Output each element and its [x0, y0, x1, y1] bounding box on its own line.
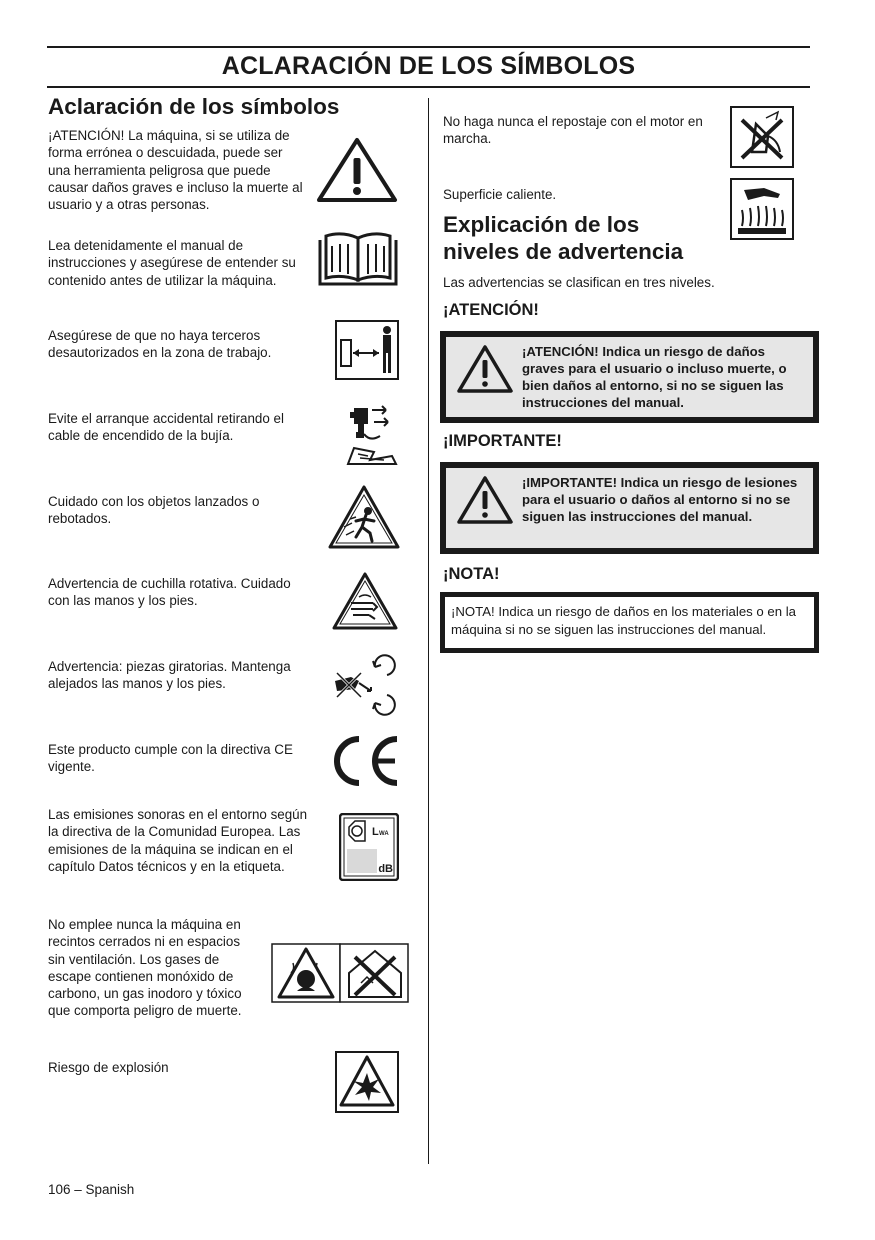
warning-box: [440, 331, 819, 423]
symbol-text-ce: Este producto cumple con la directiva CE vigente.: [48, 742, 293, 775]
symbol-text-distance: Asegúrese de que no haya terceros desautorizados en la zona de trabajo.: [48, 328, 272, 361]
rotating-blade-icon: [331, 571, 399, 631]
symbol-text-exhaust: No emplee nunca la máquina en recintos cerrados ni en espacios sin ventilación. Los gases de escape contienen monóxido de carbono, un gas inodoro y tóxico que comporta peligro de muerte.: [48, 917, 242, 1019]
thrown-objects-icon: [326, 483, 402, 551]
symbol-text-warning: ¡ATENCIÓN! La máquina, si se utiliza de forma errónea o descuidada, puede ser una herramienta peligrosa que puede causar daños graves e incluso la muerte al usuario y a otras personas.: [48, 128, 303, 213]
column-divider: [428, 98, 429, 1164]
symbol-text-explosion: Riesgo de explosión: [48, 1060, 169, 1075]
no-refuel-running-icon: [730, 106, 794, 168]
important-box: [440, 462, 819, 554]
ce-mark-icon: [327, 733, 401, 789]
page-footer: 106 – Spanish: [48, 1182, 135, 1197]
rotating-parts-icon: [331, 651, 399, 719]
spark-plug-icon: [340, 402, 402, 470]
warning-box-text: ¡ATENCIÓN! Indica un riesgo de daños graves para el usuario o incluso muerte, o bien daños al entorno, si no se siguen las instrucciones del manual.: [522, 344, 787, 410]
symbol-text-hot-surface: Superficie caliente.: [443, 187, 557, 202]
explosion-icon: [335, 1051, 399, 1113]
warning-triangle-icon: [315, 136, 399, 204]
symbol-text-refuel: No haga nunca el repostaje con el motor en marcha.: [443, 114, 703, 147]
svg-text:WA: WA: [379, 831, 389, 837]
svg-text:L: L: [372, 826, 379, 838]
symbol-text-noise: Las emisiones sonoras en el entorno según la directiva de la Comunidad Europea. Las emisiones de la máquina se indican en el capítulo Datos técnicos y en la etiqueta.: [48, 807, 308, 874]
warning-title: ¡ATENCIÓN!: [443, 301, 539, 319]
title-underline: [47, 86, 810, 88]
symbol-text-thrown-objects: Cuidado con los objetos lanzados o rebotados.: [48, 494, 260, 527]
page-title: ACLARACIÓN DE LOS SÍMBOLOS: [221, 52, 636, 80]
hot-surface-icon: [730, 178, 794, 240]
important-box-triangle-icon: [456, 474, 514, 531]
exhaust-gas-icon: [271, 943, 409, 1003]
important-box-text: ¡IMPORTANTE! Indica un riesgo de lesiones para el usuario o daños al entorno si no se siguen las instrucciones del manual.: [522, 475, 798, 524]
warning-box-triangle-icon: [456, 343, 514, 400]
important-title: ¡IMPORTANTE!: [443, 432, 562, 450]
warning-levels-intro: Las advertencias se clasifican en tres niveles.: [443, 275, 715, 290]
warning-levels-heading: Explicación de los niveles de advertencia: [443, 212, 684, 264]
left-heading: Aclaración de los símbolos: [48, 94, 340, 119]
note-box: [440, 592, 819, 653]
symbol-text-spark-plug: Evite el arranque accidental retirando el cable de encendido de la bujía.: [48, 411, 284, 444]
symbol-text-manual: Lea detenidamente el manual de instrucciones y asegúrese de entender su contenido antes de utilizar la máquina.: [48, 238, 296, 288]
symbol-text-rotating-parts: Advertencia: piezas giratorias. Mantenga alejados las manos y los pies.: [48, 659, 291, 692]
note-title: ¡NOTA!: [443, 565, 500, 583]
symbol-text-rotating-blade: Advertencia de cuchilla rotativa. Cuidado con las manos y los pies.: [48, 576, 291, 609]
noise-emission-icon: [339, 813, 399, 881]
db-label: dB: [378, 863, 393, 875]
note-box-text: ¡NOTA! Indica un riesgo de daños en los materiales o en la máquina si no se siguen las instrucciones del manual.: [451, 604, 797, 637]
top-rule: [47, 46, 810, 48]
safety-distance-icon: [335, 320, 399, 380]
open-manual-icon: [316, 228, 400, 290]
